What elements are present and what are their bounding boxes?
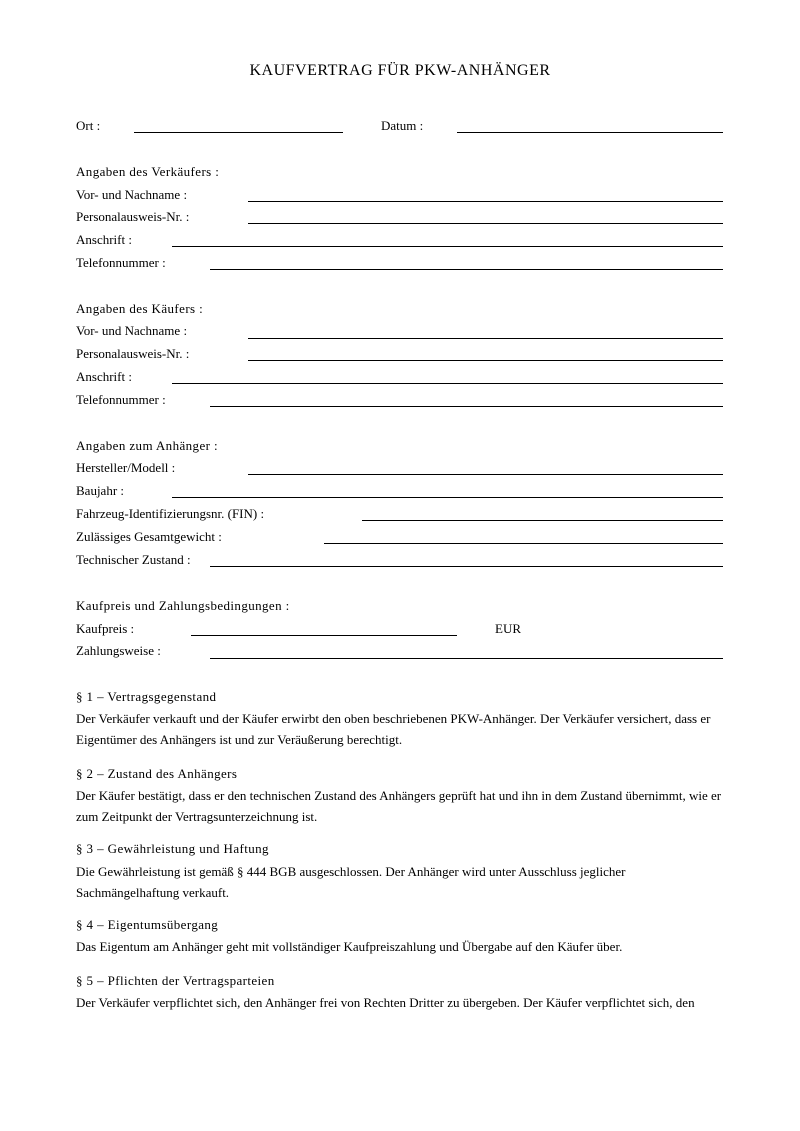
payment-method-field[interactable] bbox=[210, 658, 723, 659]
seller-address-label: Anschrift : bbox=[76, 232, 132, 247]
seller-id-field[interactable] bbox=[248, 223, 723, 224]
buyer-id-field[interactable] bbox=[248, 360, 723, 361]
buyer-heading: Angaben des Käufers : bbox=[76, 301, 204, 316]
section-5-title: § 5 – Pflichten der Vertragsparteien bbox=[76, 973, 275, 988]
seller-phone-field[interactable] bbox=[210, 269, 723, 270]
trailer-model-label: Hersteller/Modell : bbox=[76, 460, 176, 475]
ort-field[interactable] bbox=[134, 132, 343, 133]
seller-address-field[interactable] bbox=[172, 246, 723, 247]
buyer-name-field[interactable] bbox=[248, 338, 723, 339]
buyer-address-label: Anschrift : bbox=[76, 369, 132, 384]
trailer-condition-field[interactable] bbox=[210, 566, 723, 567]
seller-id-label: Personalausweis-Nr. : bbox=[76, 209, 190, 224]
buyer-address-field[interactable] bbox=[172, 383, 723, 384]
trailer-year-field[interactable] bbox=[172, 497, 723, 498]
section-2-text: Der Käufer bestätigt, dass er den technischen Zustand des Anhängers geprüft hat und ihn in dem Zustand übernimmt, wie er zum Zeitpunkt der Vertragsunterzeichnung ist. bbox=[76, 788, 722, 824]
trailer-vin-field[interactable] bbox=[362, 520, 723, 521]
price-field[interactable] bbox=[191, 635, 457, 636]
datum-label: Datum : bbox=[381, 118, 424, 133]
section-1-title: § 1 – Vertragsgegenstand bbox=[76, 689, 217, 704]
section-1-text: Der Verkäufer verkauft und der Käufer erwirbt den oben beschriebenen PKW-Anhänger. Der Verkäufer versichert, dass er Eigentümer des Anhängers ist und zur Veräußerung berechtigt. bbox=[76, 711, 711, 747]
payment-heading: Kaufpreis und Zahlungsbedingungen : bbox=[76, 598, 290, 613]
trailer-weight-label: Zulässiges Gesamtgewicht : bbox=[76, 529, 222, 544]
datum-field[interactable] bbox=[457, 132, 723, 133]
section-3-text: Die Gewährleistung ist gemäß § 444 BGB ausgeschlossen. Der Anhänger wird unter Ausschluss jeglicher Sachmängelhaftung verkauft. bbox=[76, 864, 626, 900]
section-4-text: Das Eigentum am Anhänger geht mit vollständiger Kaufpreiszahlung und Übergabe auf den Käufer über. bbox=[76, 939, 623, 954]
trailer-condition-label: Technischer Zustand : bbox=[76, 552, 191, 567]
currency-label: EUR bbox=[495, 621, 521, 636]
trailer-model-field[interactable] bbox=[248, 474, 723, 475]
seller-phone-label: Telefonnummer : bbox=[76, 255, 166, 270]
buyer-name-label: Vor- und Nachname : bbox=[76, 323, 188, 338]
section-5-text: Der Verkäufer verpflichtet sich, den Anhänger frei von Rechten Dritter zu übergeben. Der Käufer verpflichtet sich, den bbox=[76, 995, 695, 1010]
document-title: KAUFVERTRAG FÜR PKW-ANHÄNGER bbox=[249, 62, 551, 79]
section-4-title: § 4 – Eigentumsübergang bbox=[76, 917, 219, 932]
seller-name-label: Vor- und Nachname : bbox=[76, 187, 188, 202]
seller-heading: Angaben des Verkäufers : bbox=[76, 164, 220, 179]
trailer-weight-field[interactable] bbox=[324, 543, 723, 544]
trailer-heading: Angaben zum Anhänger : bbox=[76, 438, 219, 453]
section-2-title: § 2 – Zustand des Anhängers bbox=[76, 766, 238, 781]
section-3-title: § 3 – Gewährleistung und Haftung bbox=[76, 841, 269, 856]
ort-label: Ort : bbox=[76, 118, 101, 133]
price-label: Kaufpreis : bbox=[76, 621, 135, 636]
trailer-year-label: Baujahr : bbox=[76, 483, 125, 498]
buyer-id-label: Personalausweis-Nr. : bbox=[76, 346, 190, 361]
seller-name-field[interactable] bbox=[248, 201, 723, 202]
trailer-vin-label: Fahrzeug-Identifizierungsnr. (FIN) : bbox=[76, 506, 265, 521]
payment-method-label: Zahlungsweise : bbox=[76, 643, 161, 658]
buyer-phone-field[interactable] bbox=[210, 406, 723, 407]
buyer-phone-label: Telefonnummer : bbox=[76, 392, 166, 407]
